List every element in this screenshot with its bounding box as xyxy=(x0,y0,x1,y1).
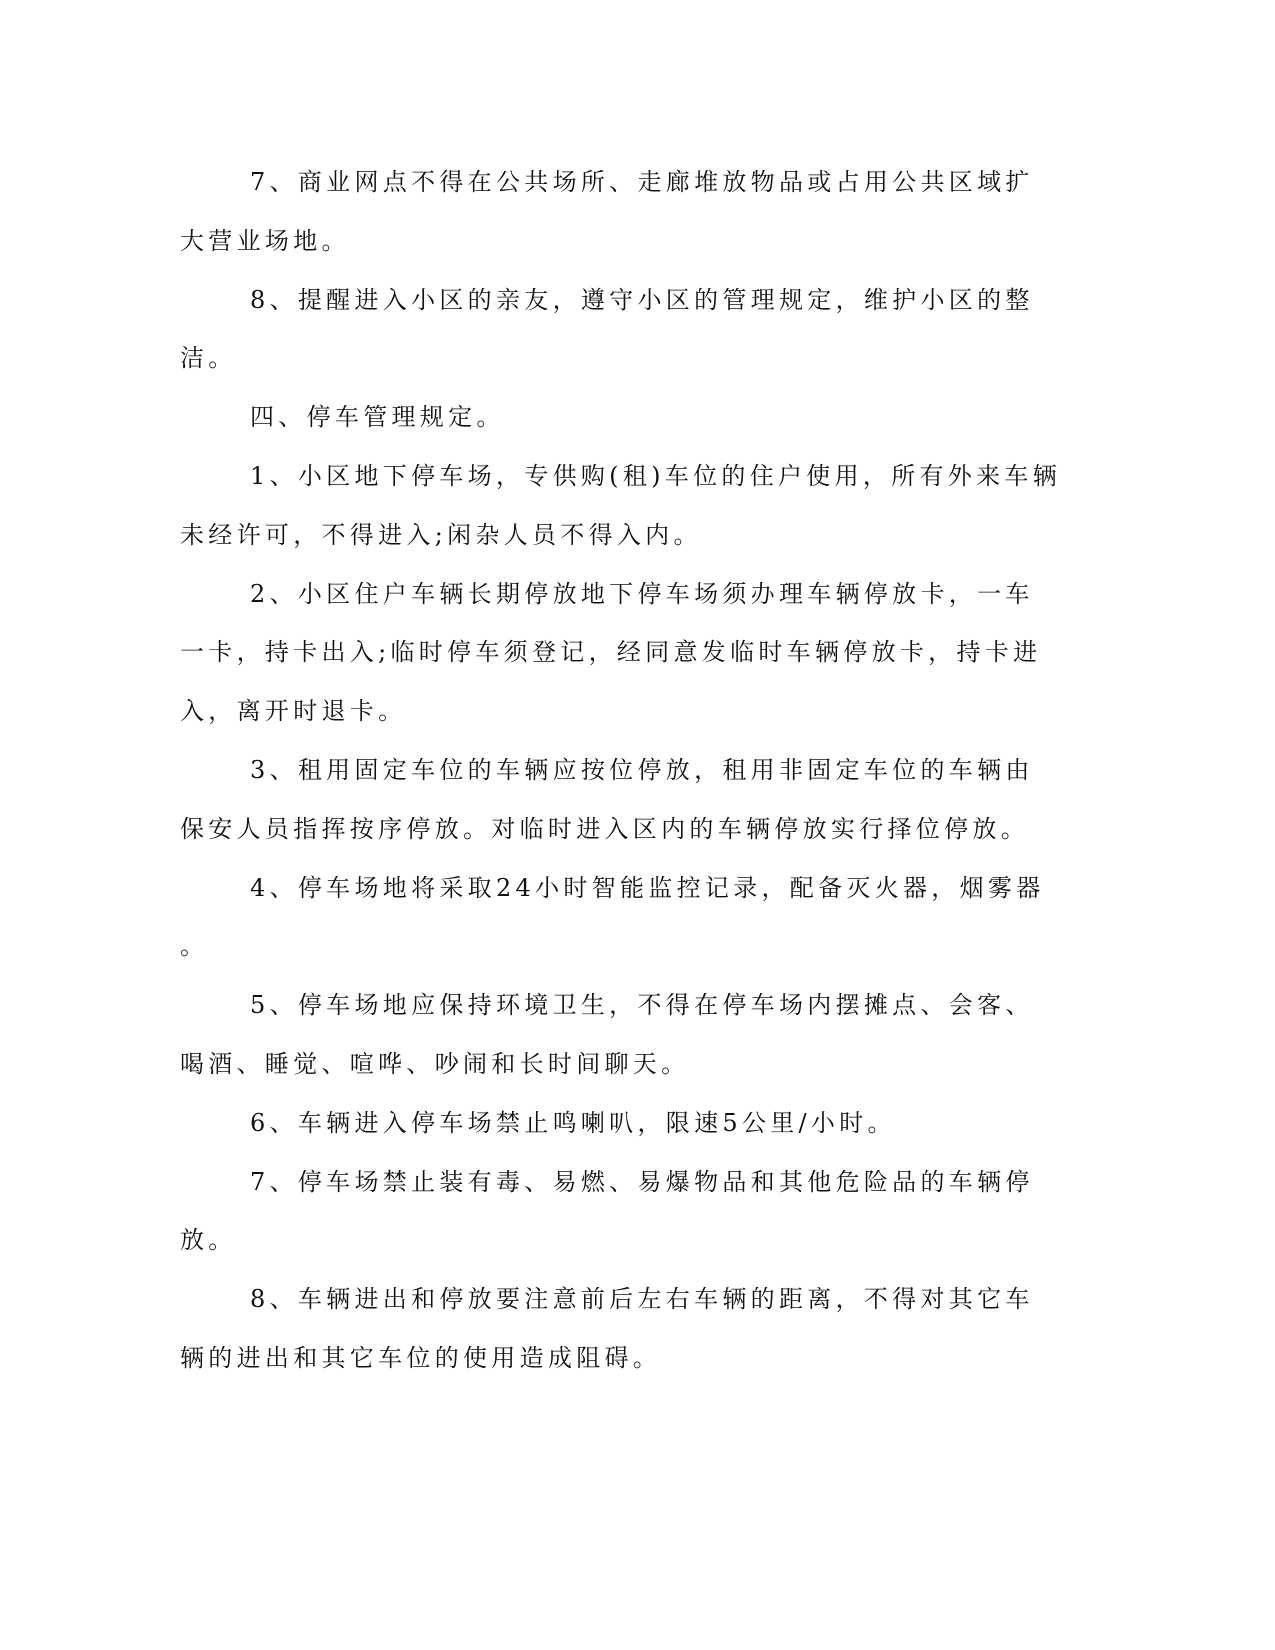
document-page xyxy=(180,162,1060,1397)
paragraph xyxy=(180,456,1060,574)
paragraph xyxy=(180,985,1060,1103)
paragraph xyxy=(180,1162,1060,1280)
paragraph xyxy=(180,1279,1060,1397)
text-line: 一卡，持卡出入;临时停车须登记，经同意发临时车辆停放卡，持卡进 xyxy=(180,638,1042,667)
text-line: 洁。 xyxy=(180,344,237,373)
text-line: 喝酒、睡觉、喧哗、吵闹和长时间聊天。 xyxy=(180,1049,690,1078)
text-line: 大营业场地。 xyxy=(180,226,350,255)
text-line: 保安人员指挥按序停放。对临时进入区内的车辆停放实行择位停放。 xyxy=(180,814,1029,843)
text-line: 入，离开时退卡。 xyxy=(180,697,407,726)
text-line: 辆的进出和其它车位的使用造成阻碍。 xyxy=(180,1343,662,1372)
text-line: 7、商业网点不得在公共场所、走廊堆放物品或占用公共区域扩 xyxy=(250,168,1034,196)
text-line: 放。 xyxy=(180,1226,237,1255)
text-line: 7、停车场禁止装有毒、易燃、易爆物品和其他危险品的车辆停 xyxy=(250,1167,1034,1196)
paragraph xyxy=(180,1103,1060,1162)
text-line: 3、租用固定车位的车辆应按位停放，租用非固定车位的车辆由 xyxy=(250,755,1034,784)
paragraph xyxy=(180,280,1060,398)
text-line: 6、车辆进入停车场禁止鸣喇叭，限速5公里/小时。 xyxy=(250,1108,896,1137)
paragraph xyxy=(180,574,1060,750)
text-line: 1、小区地下停车场，专供购(租)车位的住户使用，所有外来车辆 xyxy=(250,461,1061,490)
paragraph xyxy=(180,750,1060,868)
paragraph xyxy=(180,868,1060,986)
paragraph xyxy=(180,397,1060,456)
text-line: 8、车辆进出和停放要注意前后左右车辆的距离，不得对其它车 xyxy=(250,1285,1034,1314)
text-line: 未经许可，不得进入;闲杂人员不得入内。 xyxy=(180,520,702,549)
text-line: 8、提醒进入小区的亲友，遵守小区的管理规定，维护小区的整 xyxy=(250,285,1034,314)
paragraph xyxy=(180,162,1060,280)
text-line: 四、停车管理规定。 xyxy=(250,403,505,432)
text-line: 4、停车场地将采取24小时智能监控记录，配备灭火器，烟雾器 xyxy=(250,873,1045,902)
text-line: 2、小区住户车辆长期停放地下停车场须办理车辆停放卡，一车 xyxy=(250,579,1034,608)
text-line: 。 xyxy=(180,932,209,961)
text-line: 5、停车场地应保持环境卫生，不得在停车场内摆摊点、会客、 xyxy=(250,991,1034,1020)
